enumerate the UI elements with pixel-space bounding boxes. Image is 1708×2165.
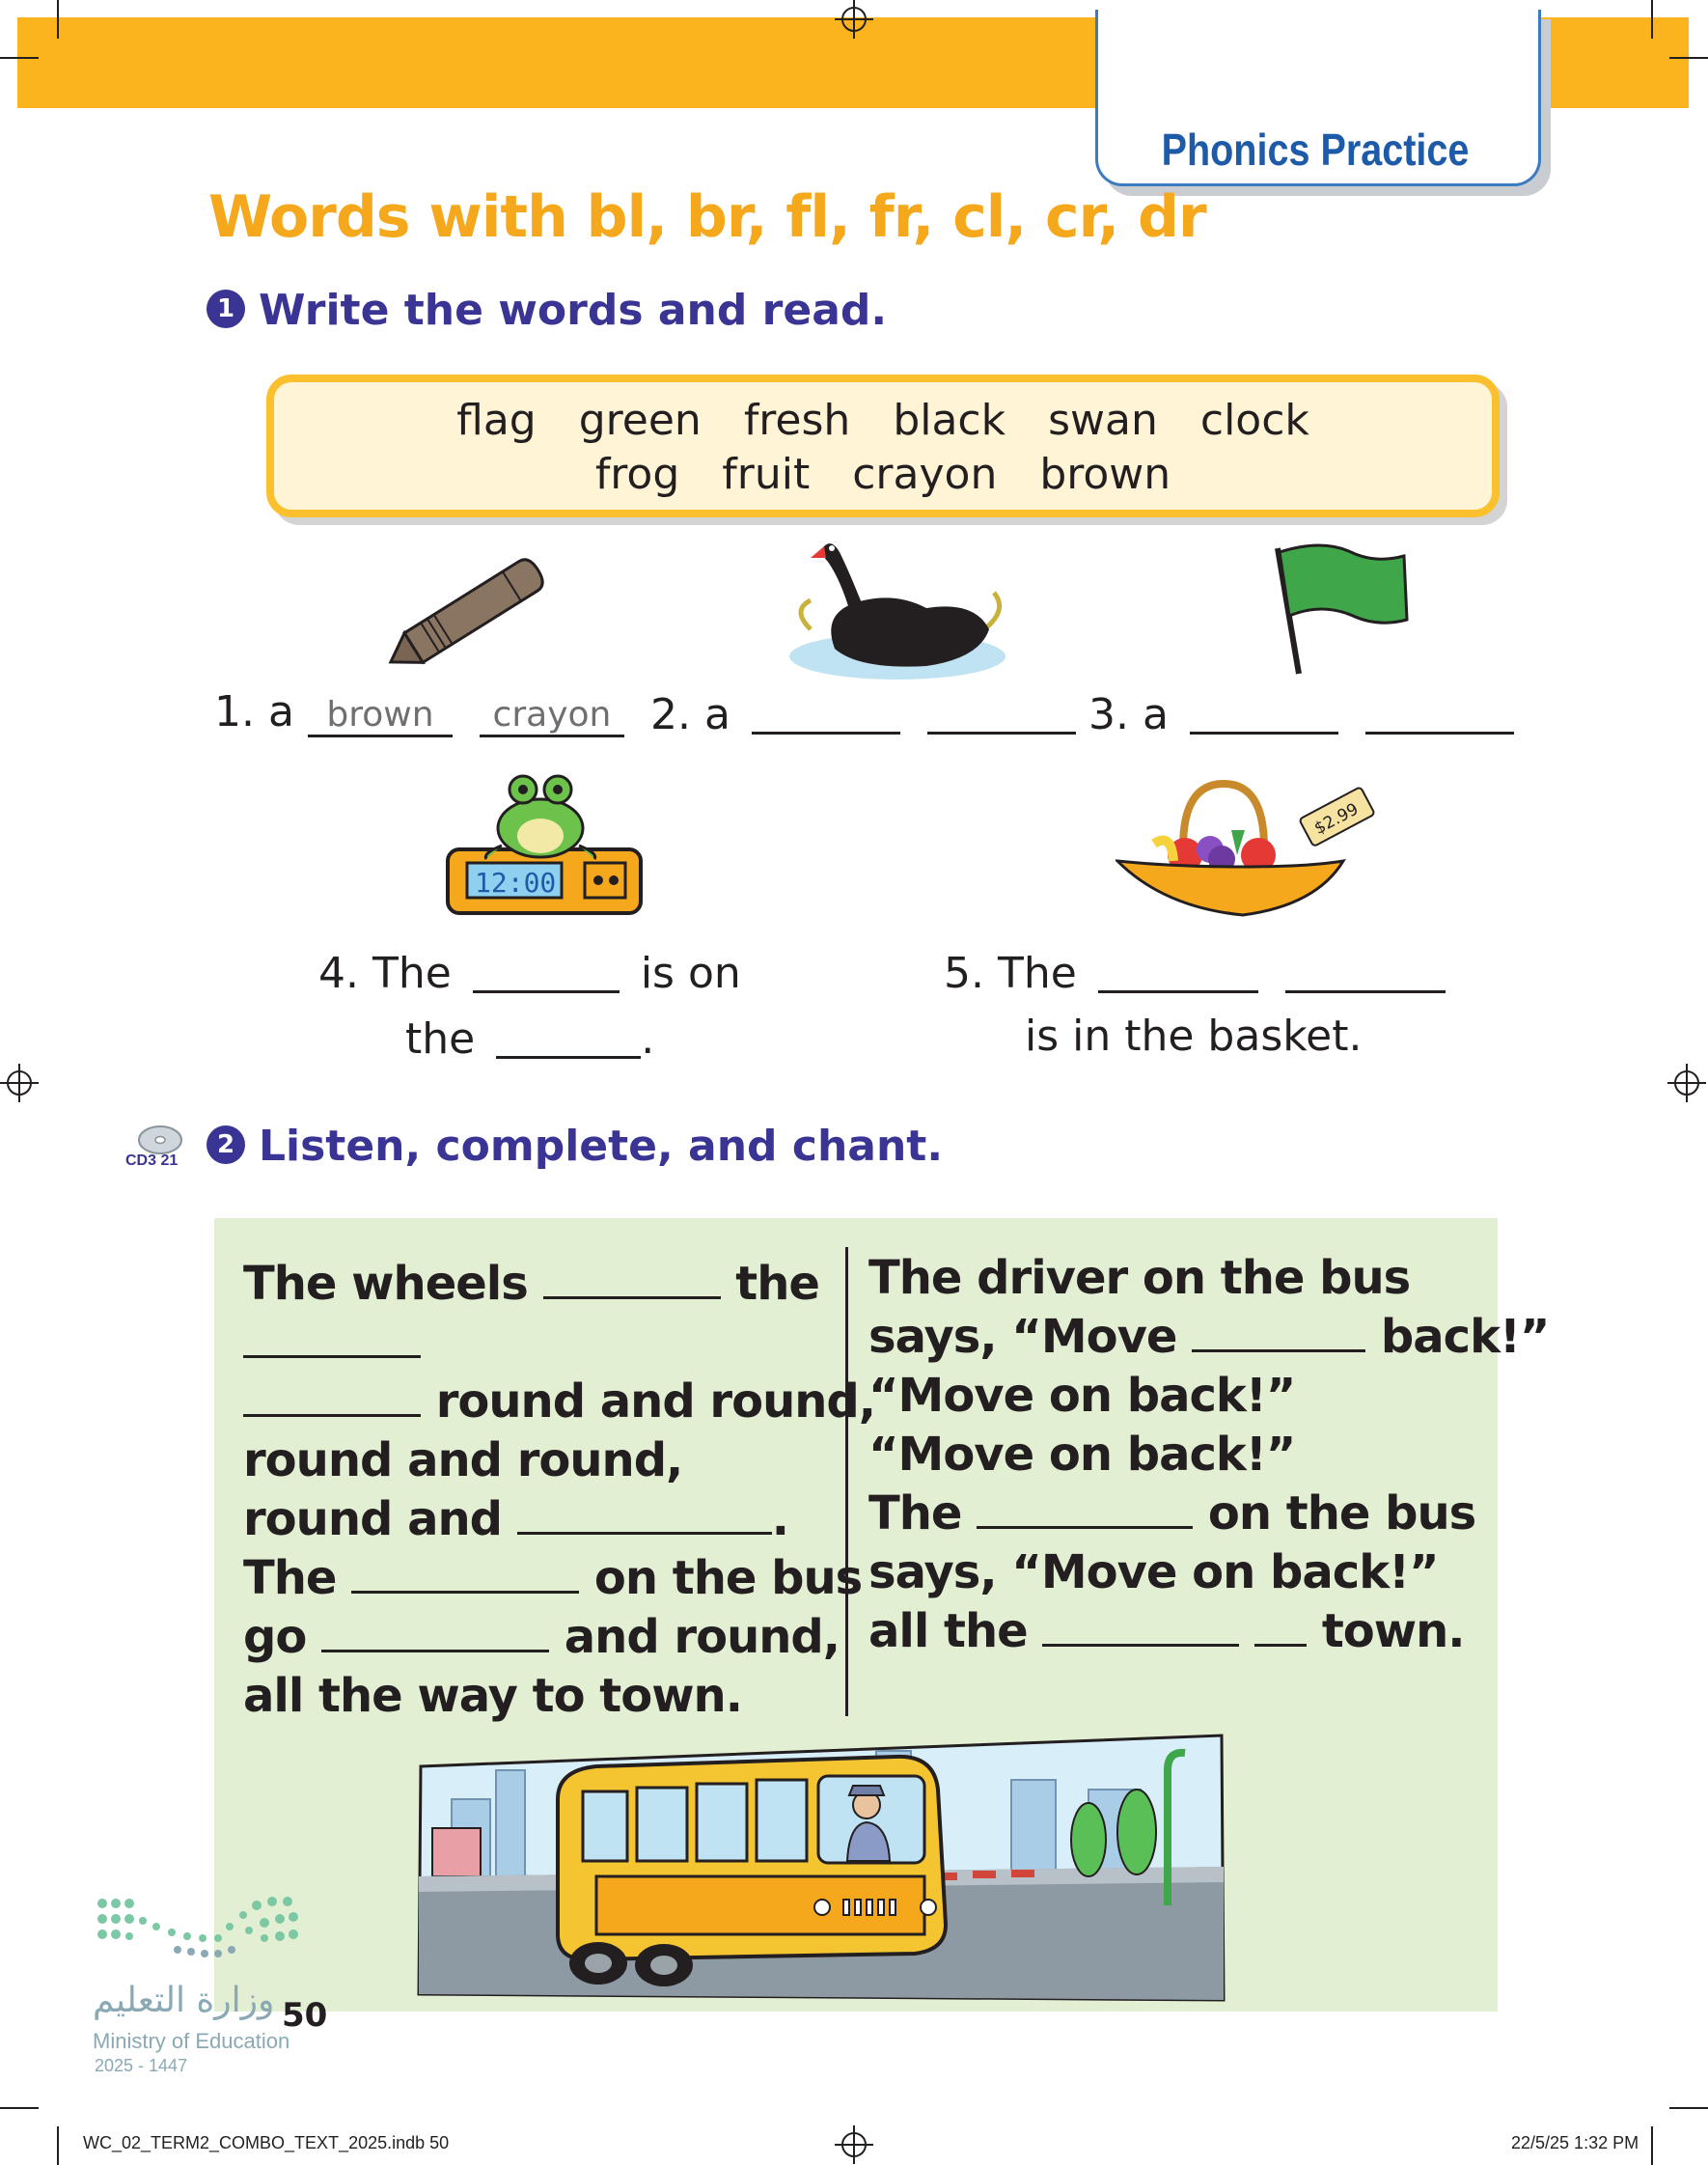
chant-line — [243, 1314, 875, 1373]
answer-blank[interactable] — [243, 1317, 421, 1358]
chant-left-column — [243, 1255, 875, 1726]
answer-blank[interactable] — [473, 952, 620, 993]
section2-number: 2 — [207, 1125, 245, 1164]
question-3 — [1088, 687, 1514, 739]
question-number: 4. — [318, 949, 359, 998]
question-number: 1. — [214, 687, 255, 736]
chant-text: all the — [868, 1604, 1028, 1658]
answer-blank[interactable] — [1098, 952, 1258, 993]
question-text: is on — [640, 949, 741, 998]
chant-text: round and round, — [435, 1374, 875, 1429]
answer-blank[interactable] — [1192, 1311, 1365, 1352]
page-title: Words with bl, br, fl, fr, cl, cr, dr — [208, 183, 1206, 251]
chant-text: The wheels — [243, 1257, 528, 1311]
word-bank-word: black — [893, 396, 1006, 445]
chant-text: the — [735, 1257, 819, 1311]
chant-line: all the way to town. — [243, 1669, 742, 1723]
question-5-line2 — [1025, 1012, 1362, 1061]
answer-blank[interactable] — [1285, 952, 1446, 993]
word-bank-word: fresh — [743, 396, 851, 445]
bus-illustration — [413, 1732, 1231, 2004]
footer-date: 22/5/25 1:32 PM — [1511, 2133, 1639, 2152]
chant-line — [868, 1602, 1549, 1661]
chant-line: The driver on the bus — [868, 1251, 1411, 1305]
word-bank-row-2 — [274, 450, 1492, 499]
question-number: 2. — [650, 690, 691, 739]
chant-text: go — [243, 1610, 307, 1664]
page-number: 50 — [282, 1996, 328, 2035]
chant-text: on the bus — [593, 1551, 863, 1605]
chant-text: The — [243, 1551, 337, 1605]
answer-blank[interactable] — [1190, 693, 1338, 735]
answer-blank[interactable] — [496, 1017, 641, 1059]
word-bank-word: crayon — [852, 450, 998, 499]
answer-blank[interactable] — [1254, 1605, 1307, 1647]
frog-clock-illustration — [444, 768, 647, 919]
ministry-arabic-name: وزارة التعليم — [93, 1981, 275, 2020]
question-text: The — [372, 949, 452, 998]
word-bank-word: frog — [594, 450, 680, 499]
clock-display: 12:00 — [475, 867, 557, 899]
answer-blank[interactable] — [321, 1611, 549, 1652]
word-bank-word: clock — [1199, 396, 1309, 445]
word-bank-word: swan — [1048, 396, 1158, 445]
question-text: The — [997, 949, 1077, 998]
chant-text: round and — [243, 1492, 502, 1546]
chant-line — [243, 1490, 875, 1549]
ministry-year: 2025 - 1447 — [95, 2056, 188, 2075]
answer-blank[interactable] — [243, 1375, 421, 1417]
cd-track-label: CD3 21 — [125, 1152, 179, 1169]
chant-line — [243, 1373, 875, 1431]
crayon-illustration — [374, 548, 567, 676]
answer-blank[interactable] — [752, 693, 900, 735]
question-text: is in the basket. — [1025, 1012, 1363, 1061]
chant-line: “Move on back!” — [868, 1428, 1296, 1482]
section1-heading — [207, 286, 887, 335]
question-4 — [318, 946, 741, 998]
ministry-logo-icon — [95, 1894, 303, 1969]
answer-blank[interactable] — [351, 1552, 579, 1594]
question-2 — [650, 687, 1076, 739]
chant-line — [243, 1549, 875, 1608]
chant-text: The — [868, 1486, 962, 1540]
answer-blank[interactable]: brown — [308, 695, 453, 737]
chant-line: “Move on back!” — [868, 1369, 1296, 1423]
word-bank-word: brown — [1039, 450, 1171, 499]
tab-label: Phonics Practice — [1161, 125, 1470, 175]
question-article: a — [1142, 690, 1169, 739]
chant-line — [243, 1608, 875, 1667]
ministry-english-name: Ministry of Education — [93, 2029, 290, 2053]
question-article: a — [267, 687, 294, 736]
question-4-line2 — [405, 1012, 654, 1064]
chant-line — [868, 1308, 1549, 1367]
chant-line: round and round, — [243, 1433, 683, 1487]
price-tag: $2.99 — [1310, 799, 1363, 839]
swan-illustration — [782, 533, 1023, 687]
question-5 — [944, 946, 1446, 998]
section1-instruction: Write the words and read. — [259, 286, 888, 335]
answer-blank[interactable] — [517, 1493, 772, 1535]
section2-instruction: Listen, complete, and chant. — [259, 1122, 944, 1171]
section1-number: 1 — [207, 290, 245, 328]
chant-right-column — [868, 1249, 1549, 1661]
answer-blank[interactable] — [1042, 1605, 1239, 1647]
answer-blank[interactable] — [977, 1487, 1193, 1529]
chant-text: . — [771, 1492, 788, 1546]
answer-blank[interactable] — [927, 693, 1076, 735]
word-bank — [266, 375, 1500, 517]
chant-text: back!” — [1380, 1310, 1550, 1364]
chant-line: says, “Move on back!” — [868, 1545, 1439, 1599]
word-bank-row-1 — [274, 396, 1492, 445]
chant-text: says, “Move — [868, 1310, 1177, 1364]
question-text: the — [405, 1014, 476, 1064]
word-bank-word: fruit — [722, 450, 811, 499]
chant-line — [868, 1485, 1549, 1543]
question-1 — [214, 687, 624, 737]
question-number: 5. — [944, 949, 984, 998]
section2-heading — [207, 1122, 943, 1171]
word-bank-word: green — [578, 396, 702, 445]
word-bank-word: flag — [456, 396, 537, 445]
answer-blank[interactable] — [1365, 693, 1514, 735]
chant-text: and round, — [564, 1610, 840, 1664]
flag-illustration — [1264, 539, 1409, 683]
question-number: 3. — [1088, 690, 1129, 739]
answer-blank[interactable] — [543, 1258, 721, 1299]
chant-text: on the bus — [1207, 1486, 1476, 1540]
cd-icon — [137, 1124, 183, 1156]
chant-text: town. — [1321, 1604, 1465, 1658]
chant-line — [243, 1255, 875, 1314]
answer-blank[interactable]: crayon — [480, 695, 624, 737]
footer-file-info: WC_02_TERM2_COMBO_TEXT_2025.indb 50 — [83, 2133, 450, 2152]
question-text: . — [641, 1014, 655, 1064]
question-article: a — [703, 690, 730, 739]
fruit-basket-illustration — [1116, 780, 1386, 925]
